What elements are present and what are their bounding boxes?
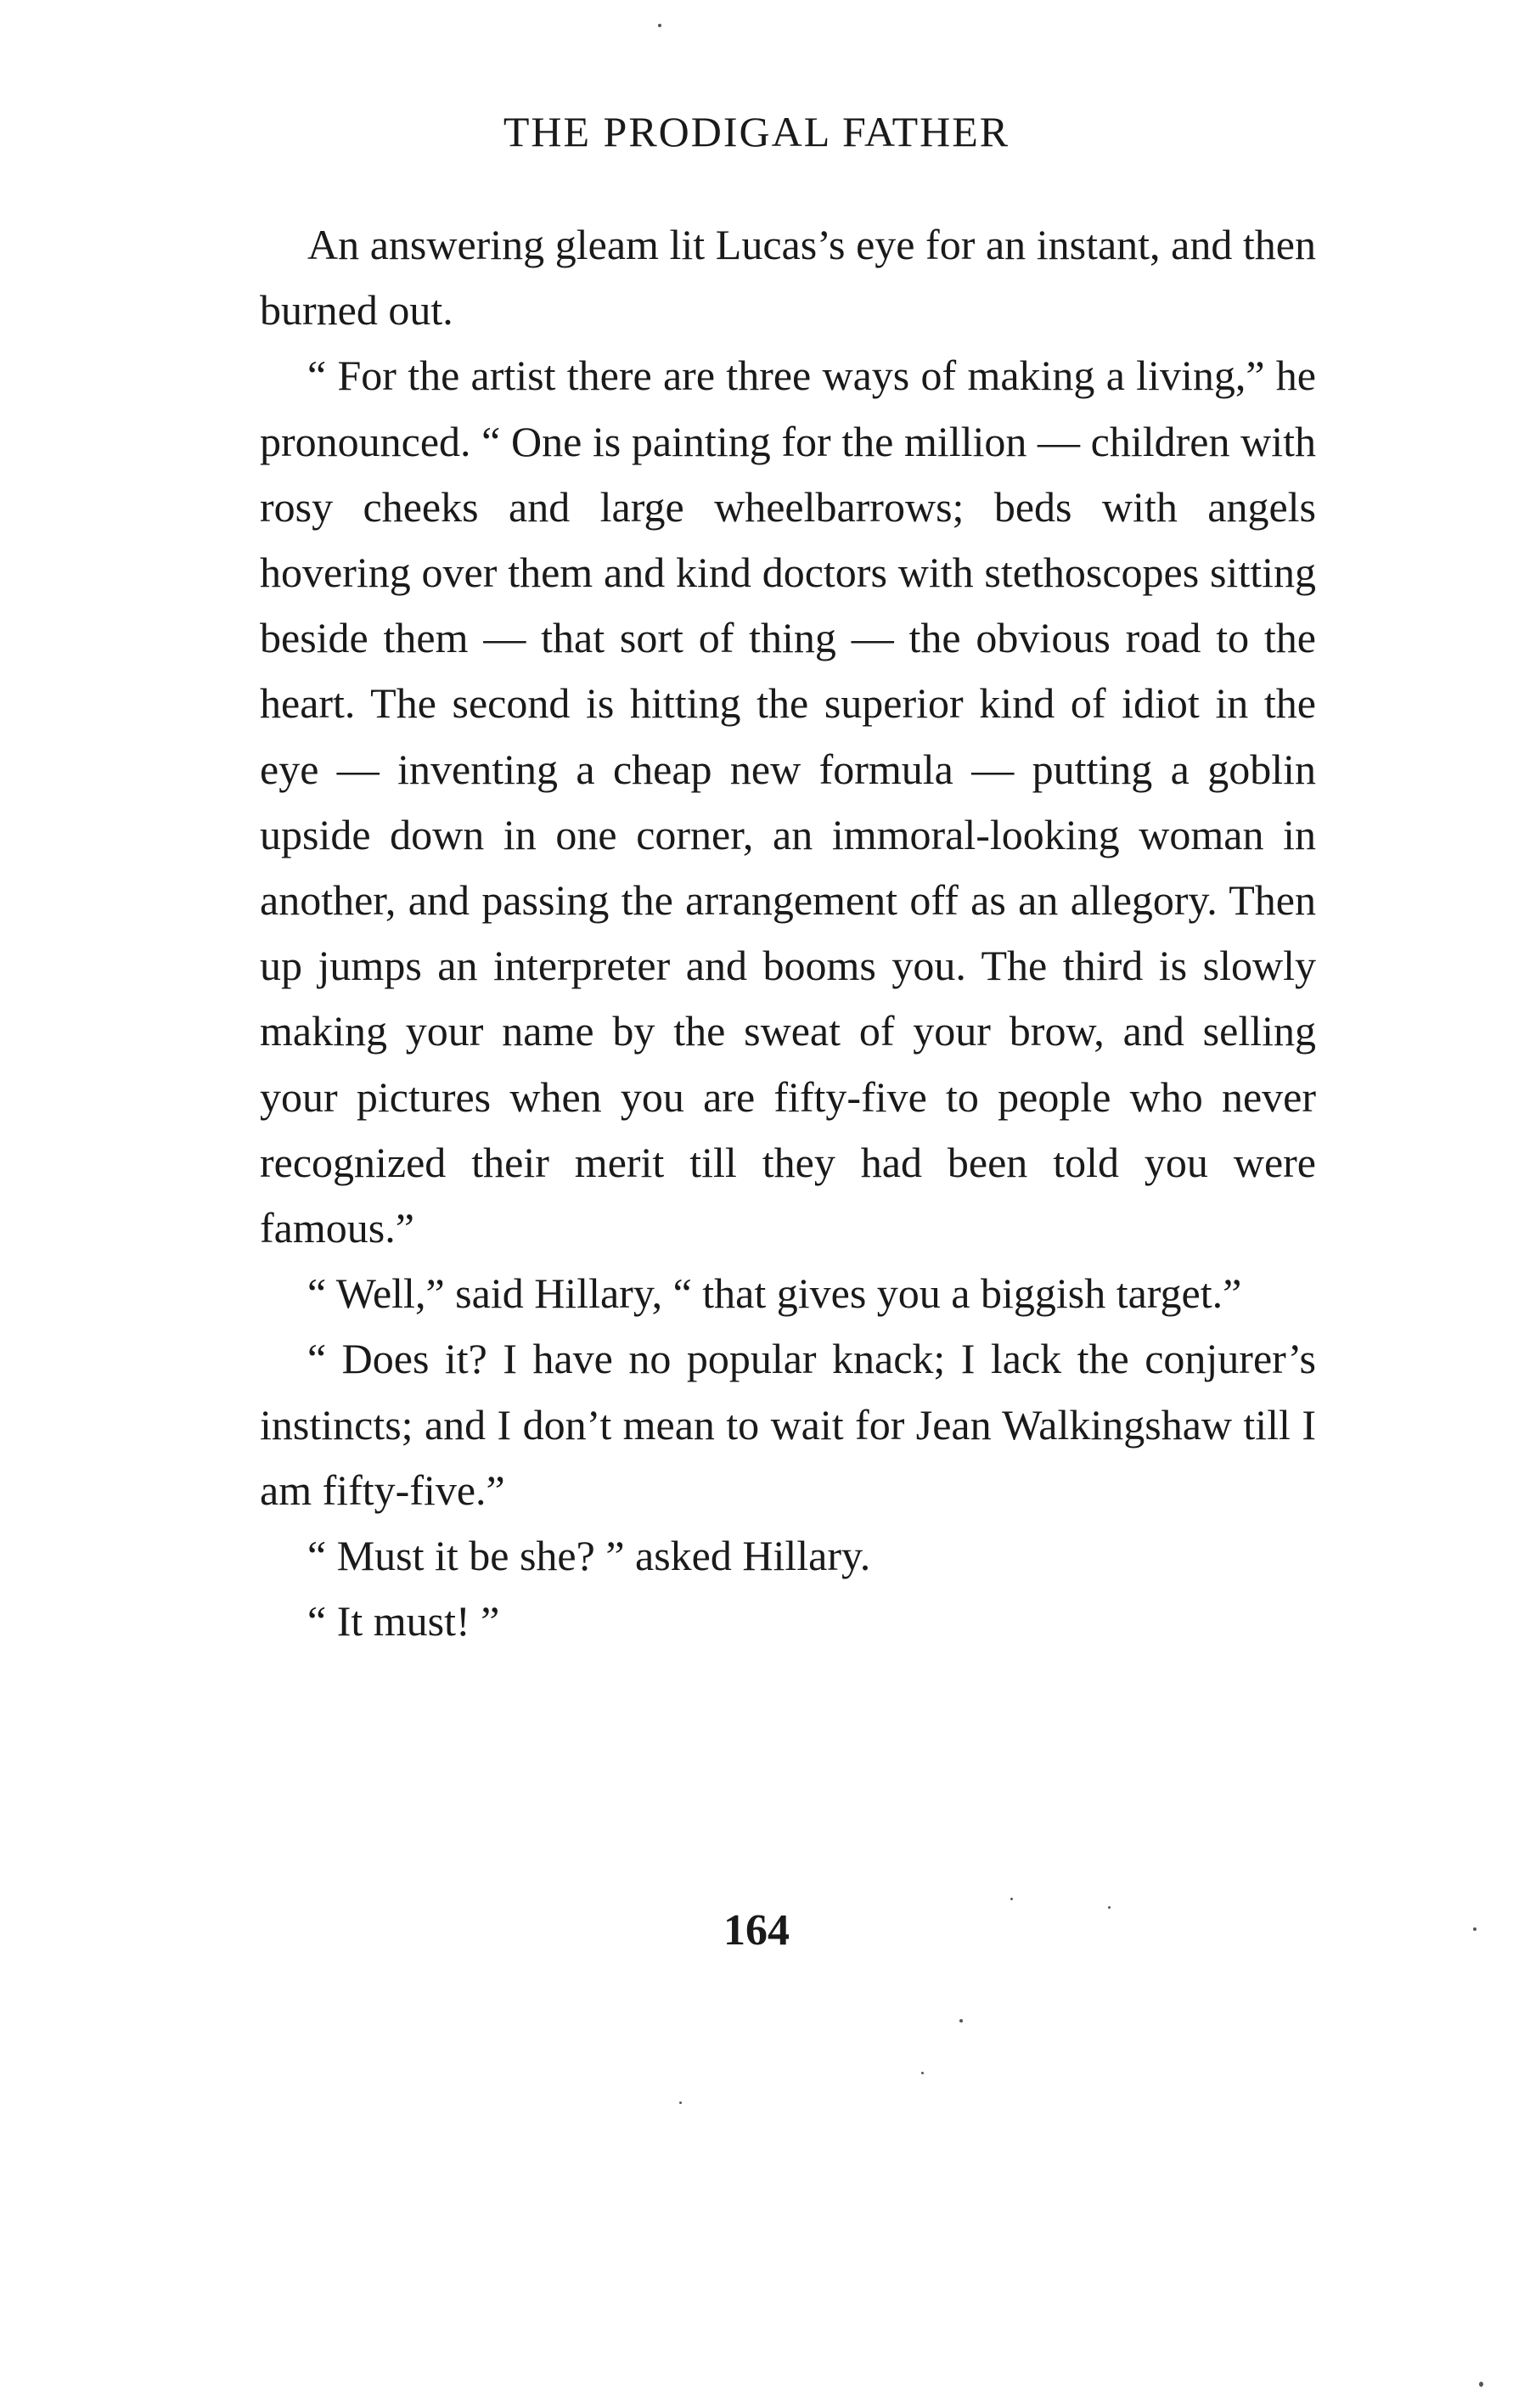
print-speck	[1108, 1906, 1111, 1909]
print-speck	[959, 2019, 963, 2023]
print-speck	[1473, 1927, 1476, 1931]
print-speck	[921, 2072, 924, 2074]
paragraph: An answering gleam lit Lucas’s eye for an instant, and then burned out.	[260, 221, 1316, 335]
print-speck	[679, 2101, 682, 2104]
paragraph: “ Must it be she? ” asked Hillary.	[307, 1532, 871, 1580]
print-speck	[1010, 1898, 1013, 1900]
paragraph: “ Does it? I have no popular knack; I lack the conjurer’s instincts; and I don’t mean to wait for Jean Walkingshaw till I am fifty-five.”	[260, 1335, 1316, 1514]
body-text	[260, 212, 1316, 1654]
paragraph: “ For the artist there are three ways of making a living,” he pronounced. “ One is painting for the million — children with rosy cheeks and large wheelbarrows; beds with angels hovering over them and kind doctors with stethoscopes sitting beside them — that sort of thing — the obvious road to the heart. The second is hitting the superior kind of idiot in the eye — inventing a cheap new formula — putting a goblin upside down in one corner, an immoral-looking woman in another, and passing the arrangement off as an allegory. Then up jumps an interpreter and booms you. The third is slowly making your name by the sweat of your brow, and selling your pictures when you are fifty-five to people who never recognized their merit till they had been told you were famous.”	[260, 352, 1316, 1252]
page-number: 164	[723, 1906, 790, 1955]
print-speck	[1479, 2382, 1483, 2387]
paragraph: “ Well,” said Hillary, “ that gives you a biggish target.”	[307, 1269, 1242, 1318]
paragraph: “ It must! ”	[307, 1597, 500, 1646]
running-head: THE PRODIGAL FATHER	[503, 108, 1010, 155]
print-speck	[658, 24, 661, 27]
